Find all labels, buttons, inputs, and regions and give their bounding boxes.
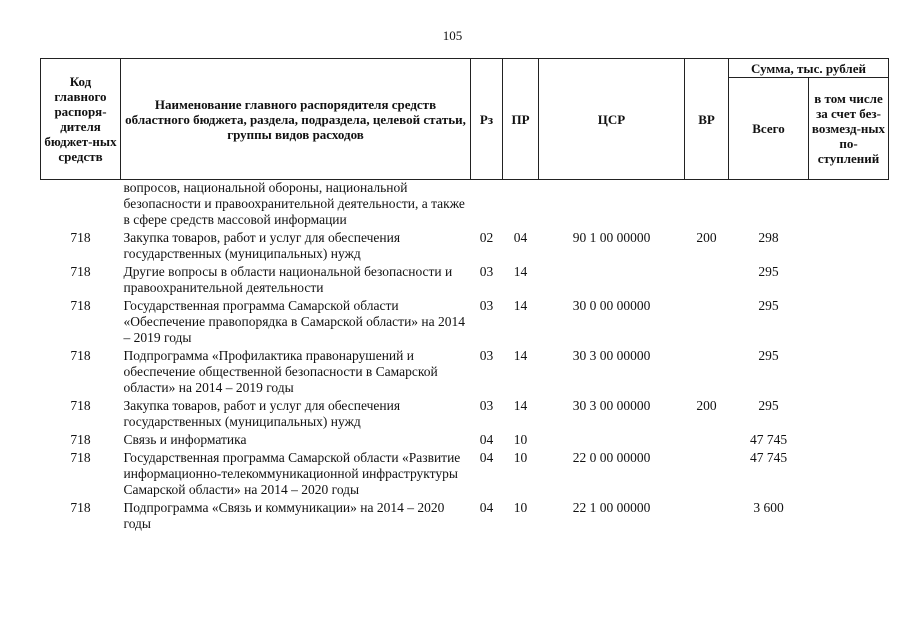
budget-table — [40, 58, 889, 532]
cell-rz: 04 — [479, 450, 494, 465]
cell-vr: 200 — [696, 398, 717, 413]
cell-incl — [809, 396, 889, 430]
cell-incl — [809, 346, 889, 396]
cell-incl — [809, 430, 889, 448]
cell-code: 718 — [70, 348, 91, 363]
header-rz: Рз — [471, 59, 503, 180]
cell-name: Закупка товаров, работ и услуг для обеспечения государственных (муниципальных) нужд — [123, 398, 401, 429]
table-row — [41, 262, 889, 296]
header-name: Наименование главного распорядителя средств областного бюджета, раздела, подраздела, целевой статьи, группы видов расходов — [121, 59, 471, 180]
cell-csr — [539, 180, 685, 229]
cell-total: 298 — [758, 230, 779, 245]
cell-rz: 03 — [479, 398, 494, 413]
cell-code: 718 — [70, 264, 91, 279]
cell-csr: 30 3 00 00000 — [572, 348, 651, 363]
table-row — [41, 498, 889, 532]
cell-code: 718 — [70, 500, 91, 515]
cell-csr: 22 0 00 00000 — [572, 450, 651, 465]
cell-code: 718 — [70, 230, 91, 245]
cell-csr: 90 1 00 00000 — [572, 230, 651, 245]
cell-code: 718 — [70, 298, 91, 313]
cell-incl — [809, 296, 889, 346]
cell-name: Другие вопросы в области национальной безопасности и правоохранительной деятельности — [123, 264, 453, 295]
cell-rz: 02 — [479, 230, 494, 245]
cell-total: 295 — [758, 348, 779, 363]
cell-name: Подпрограмма «Связь и коммуникации» на 2014 – 2020 годы — [123, 500, 445, 531]
cell-code — [41, 180, 121, 229]
cell-name: Государственная программа Самарской области «Развитие информационно-телекоммуникационной инфраструктуры Самарской области» на 2014 – 2020 годы — [123, 450, 461, 497]
cell-pr: 10 — [513, 450, 528, 465]
cell-pr: 14 — [513, 298, 528, 313]
cell-rz: 04 — [479, 500, 494, 515]
cell-vr — [685, 296, 729, 346]
cell-csr — [539, 430, 685, 448]
cell-vr — [685, 448, 729, 498]
cell-vr — [685, 346, 729, 396]
cell-total: 47 745 — [749, 450, 788, 465]
cell-rz — [471, 180, 503, 229]
header-incl: в том числе за счет без-возмезд-ных по-ступлений — [809, 78, 889, 180]
table-row — [41, 430, 889, 448]
cell-code: 718 — [70, 432, 91, 447]
cell-total: 295 — [758, 398, 779, 413]
header-code: Код главного распоря-дителя бюджет-ных средств — [41, 59, 121, 180]
header-vr: ВР — [685, 59, 729, 180]
cell-incl — [809, 498, 889, 532]
cell-code: 718 — [70, 450, 91, 465]
cell-pr: 10 — [513, 500, 528, 515]
cell-name: вопросов, национальной обороны, национальной безопасности и правоохранительной деятельности, а также в сфере средств массовой информации — [123, 180, 465, 227]
header-csr: ЦСР — [539, 59, 685, 180]
table-row — [41, 346, 889, 396]
cell-name: Закупка товаров, работ и услуг для обеспечения государственных (муниципальных) нужд — [123, 230, 401, 261]
cell-total: 295 — [758, 298, 779, 313]
cell-total: 295 — [758, 264, 779, 279]
cell-vr: 200 — [696, 230, 717, 245]
cell-rz: 03 — [479, 264, 494, 279]
cell-rz: 03 — [479, 298, 494, 313]
cell-total: 3 600 — [753, 500, 784, 515]
cell-vr — [685, 430, 729, 448]
cell-name: Государственная программа Самарской области «Обеспечение правопорядка в Самарской области» на 2014 – 2019 годы — [123, 298, 466, 345]
table-row — [41, 296, 889, 346]
cell-pr: 14 — [513, 264, 528, 279]
cell-code: 718 — [70, 398, 91, 413]
cell-name: Связь и информатика — [123, 432, 247, 447]
cell-total — [729, 180, 809, 229]
cell-name: Подпрограмма «Профилактика правонарушений и обеспечение общественной безопасности в Самарской области» на 2014 – 2019 годы — [123, 348, 438, 395]
cell-rz: 03 — [479, 348, 494, 363]
table-row — [41, 448, 889, 498]
cell-vr — [685, 498, 729, 532]
table-header — [41, 59, 889, 180]
table-body — [41, 180, 889, 533]
cell-pr: 14 — [513, 398, 528, 413]
cell-pr — [503, 180, 539, 229]
cell-csr: 30 3 00 00000 — [572, 398, 651, 413]
cell-rz: 04 — [479, 432, 494, 447]
header-total: Всего — [729, 78, 809, 180]
table-row — [41, 396, 889, 430]
cell-incl — [809, 448, 889, 498]
table-row — [41, 180, 889, 229]
cell-pr: 10 — [513, 432, 528, 447]
table-row — [41, 228, 889, 262]
cell-pr: 04 — [513, 230, 528, 245]
cell-vr — [685, 262, 729, 296]
page-number: 105 — [442, 28, 463, 43]
cell-incl — [809, 262, 889, 296]
header-pr: ПР — [503, 59, 539, 180]
header-sum: Сумма, тыс. рублей — [729, 59, 889, 78]
cell-vr — [685, 180, 729, 229]
cell-total: 47 745 — [749, 432, 788, 447]
cell-incl — [809, 228, 889, 262]
cell-pr: 14 — [513, 348, 528, 363]
cell-csr — [539, 262, 685, 296]
cell-incl — [809, 180, 889, 229]
cell-csr: 22 1 00 00000 — [572, 500, 651, 515]
cell-csr: 30 0 00 00000 — [572, 298, 651, 313]
